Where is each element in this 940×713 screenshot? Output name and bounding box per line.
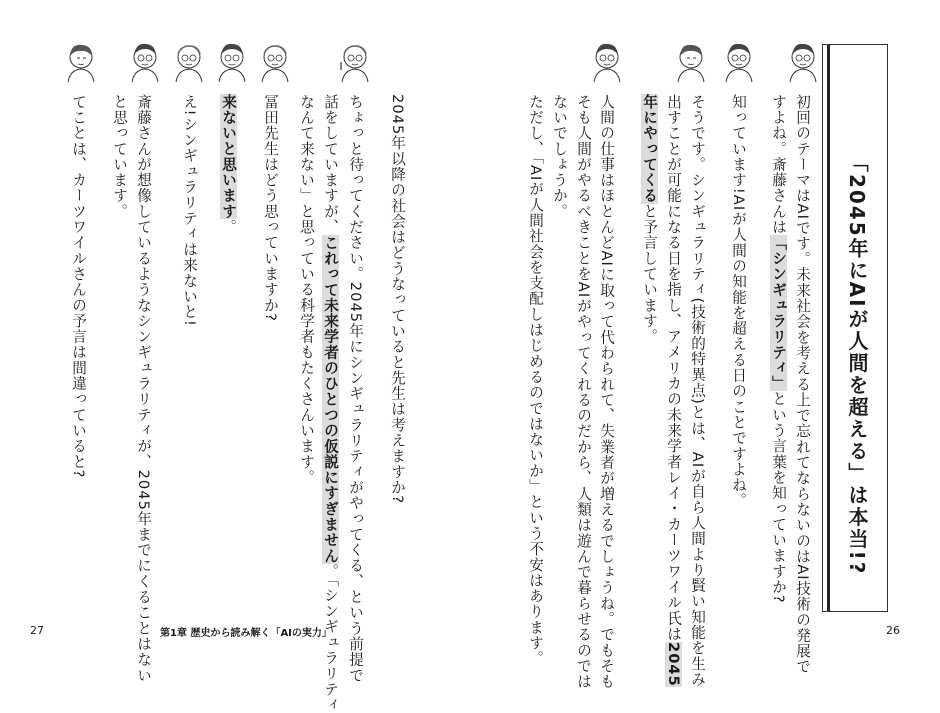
student-face-icon <box>722 40 756 82</box>
text-column <box>220 94 236 235</box>
tomita-face-icon <box>258 40 292 82</box>
text-segment: 冨田先生はどう思っていますか? <box>262 94 279 322</box>
text-segment: 知っています!AIが人間の知能を超える日のことですよね。 <box>730 94 747 509</box>
tomita-face-icon <box>172 40 206 82</box>
student-face-icon <box>128 40 162 82</box>
text-column <box>598 94 614 689</box>
chapter-footer: 第1章 歴史から読み解く「AIの実力」 <box>160 628 332 639</box>
highlighted-text: 2045 <box>665 641 682 687</box>
text-column <box>70 94 86 478</box>
page-number-left: 27 <box>30 624 44 637</box>
tomita-face-icon <box>338 40 372 82</box>
text-segment: そうです。シンギュラリティ(技術的特異点)とは、AIが自ら人間より賢い知能を生み <box>689 94 706 688</box>
text-segment: 斎藤さんが想像しているようなシンギュラリティが、2045年までにくることはない <box>135 94 152 684</box>
text-segment: てことは、カーツワイルさんの予言は間違っていると? <box>70 94 87 479</box>
text-segment: ちょっと待ってください。2045年にシンギュラリティがやってくる、という前提で <box>347 94 364 684</box>
text-segment: 2045年以降の社会はどうなっていると先生は考えますか? <box>389 94 406 505</box>
text-segment: と予言しています。 <box>641 203 658 345</box>
text-segment: そも人間がやるべきことをAIがやってくれるのだから、人類は遊んで暮らせるのでは <box>575 94 592 690</box>
student-face-icon <box>786 40 820 82</box>
title-bar-accent <box>827 45 830 611</box>
text-column <box>135 94 151 683</box>
saito-face-icon <box>64 40 98 82</box>
student-face-icon <box>590 40 624 82</box>
text-segment: と思っています。 <box>111 94 128 220</box>
highlighted-text: 来ないと思います <box>220 94 237 220</box>
text-column <box>641 94 657 344</box>
text-segment: 人間の仕事はほとんどAIに取って代わられて、失業者が増えるでしょうね。でもそも <box>598 94 615 690</box>
text-column <box>389 94 405 504</box>
text-column <box>575 94 591 689</box>
text-column <box>111 94 127 219</box>
text-column <box>347 94 363 683</box>
text-segment: え!シンギュラリティは来ないと! <box>181 94 198 327</box>
text-segment: 。「シンギュラリティ <box>322 563 339 713</box>
text-column <box>665 94 681 687</box>
text-segment: という言葉を知っていますか? <box>770 391 787 604</box>
text-column <box>181 94 197 327</box>
text-column <box>262 94 278 322</box>
text-segment: なんて来ない」と思っている科学者もたくさんいます。 <box>298 94 315 486</box>
text-segment: 出すことが可能になる日を指し、アメリカの未来学者レイ・カーツワイル氏は <box>665 94 682 642</box>
text-column <box>322 94 338 713</box>
text-column <box>794 94 810 675</box>
section-title: 「2045年にAIが人間を超える」は本当!? <box>845 152 869 576</box>
text-segment: 初回のテーマはAIです。未来社会を考える上で忘れてならないのはAI技術の発展で <box>794 94 811 675</box>
text-segment: すよね。斎藤さんは <box>770 94 787 235</box>
student-face-icon <box>215 40 249 82</box>
text-segment: ただし、「AIが人間社会を支配しはじめるのではないか」という不安はあります。 <box>527 94 544 667</box>
text-column <box>298 94 314 485</box>
text-segment: 話をしていますが、 <box>322 94 339 235</box>
text-column <box>689 94 705 687</box>
text-column <box>730 94 746 509</box>
text-segment: 。 <box>220 219 237 235</box>
page-number-right: 26 <box>886 624 900 637</box>
text-column <box>551 94 567 219</box>
highlighted-text: 年にやってくる <box>641 94 658 204</box>
saito-face-icon <box>674 40 708 82</box>
highlighted-text: これって未来学者のひとつの仮説にすぎません <box>322 234 339 564</box>
text-column <box>527 94 543 667</box>
text-segment: ないでしょうか。 <box>551 94 568 220</box>
text-column <box>770 94 786 604</box>
highlighted-text: 「シンギュラリティ」 <box>770 234 787 392</box>
